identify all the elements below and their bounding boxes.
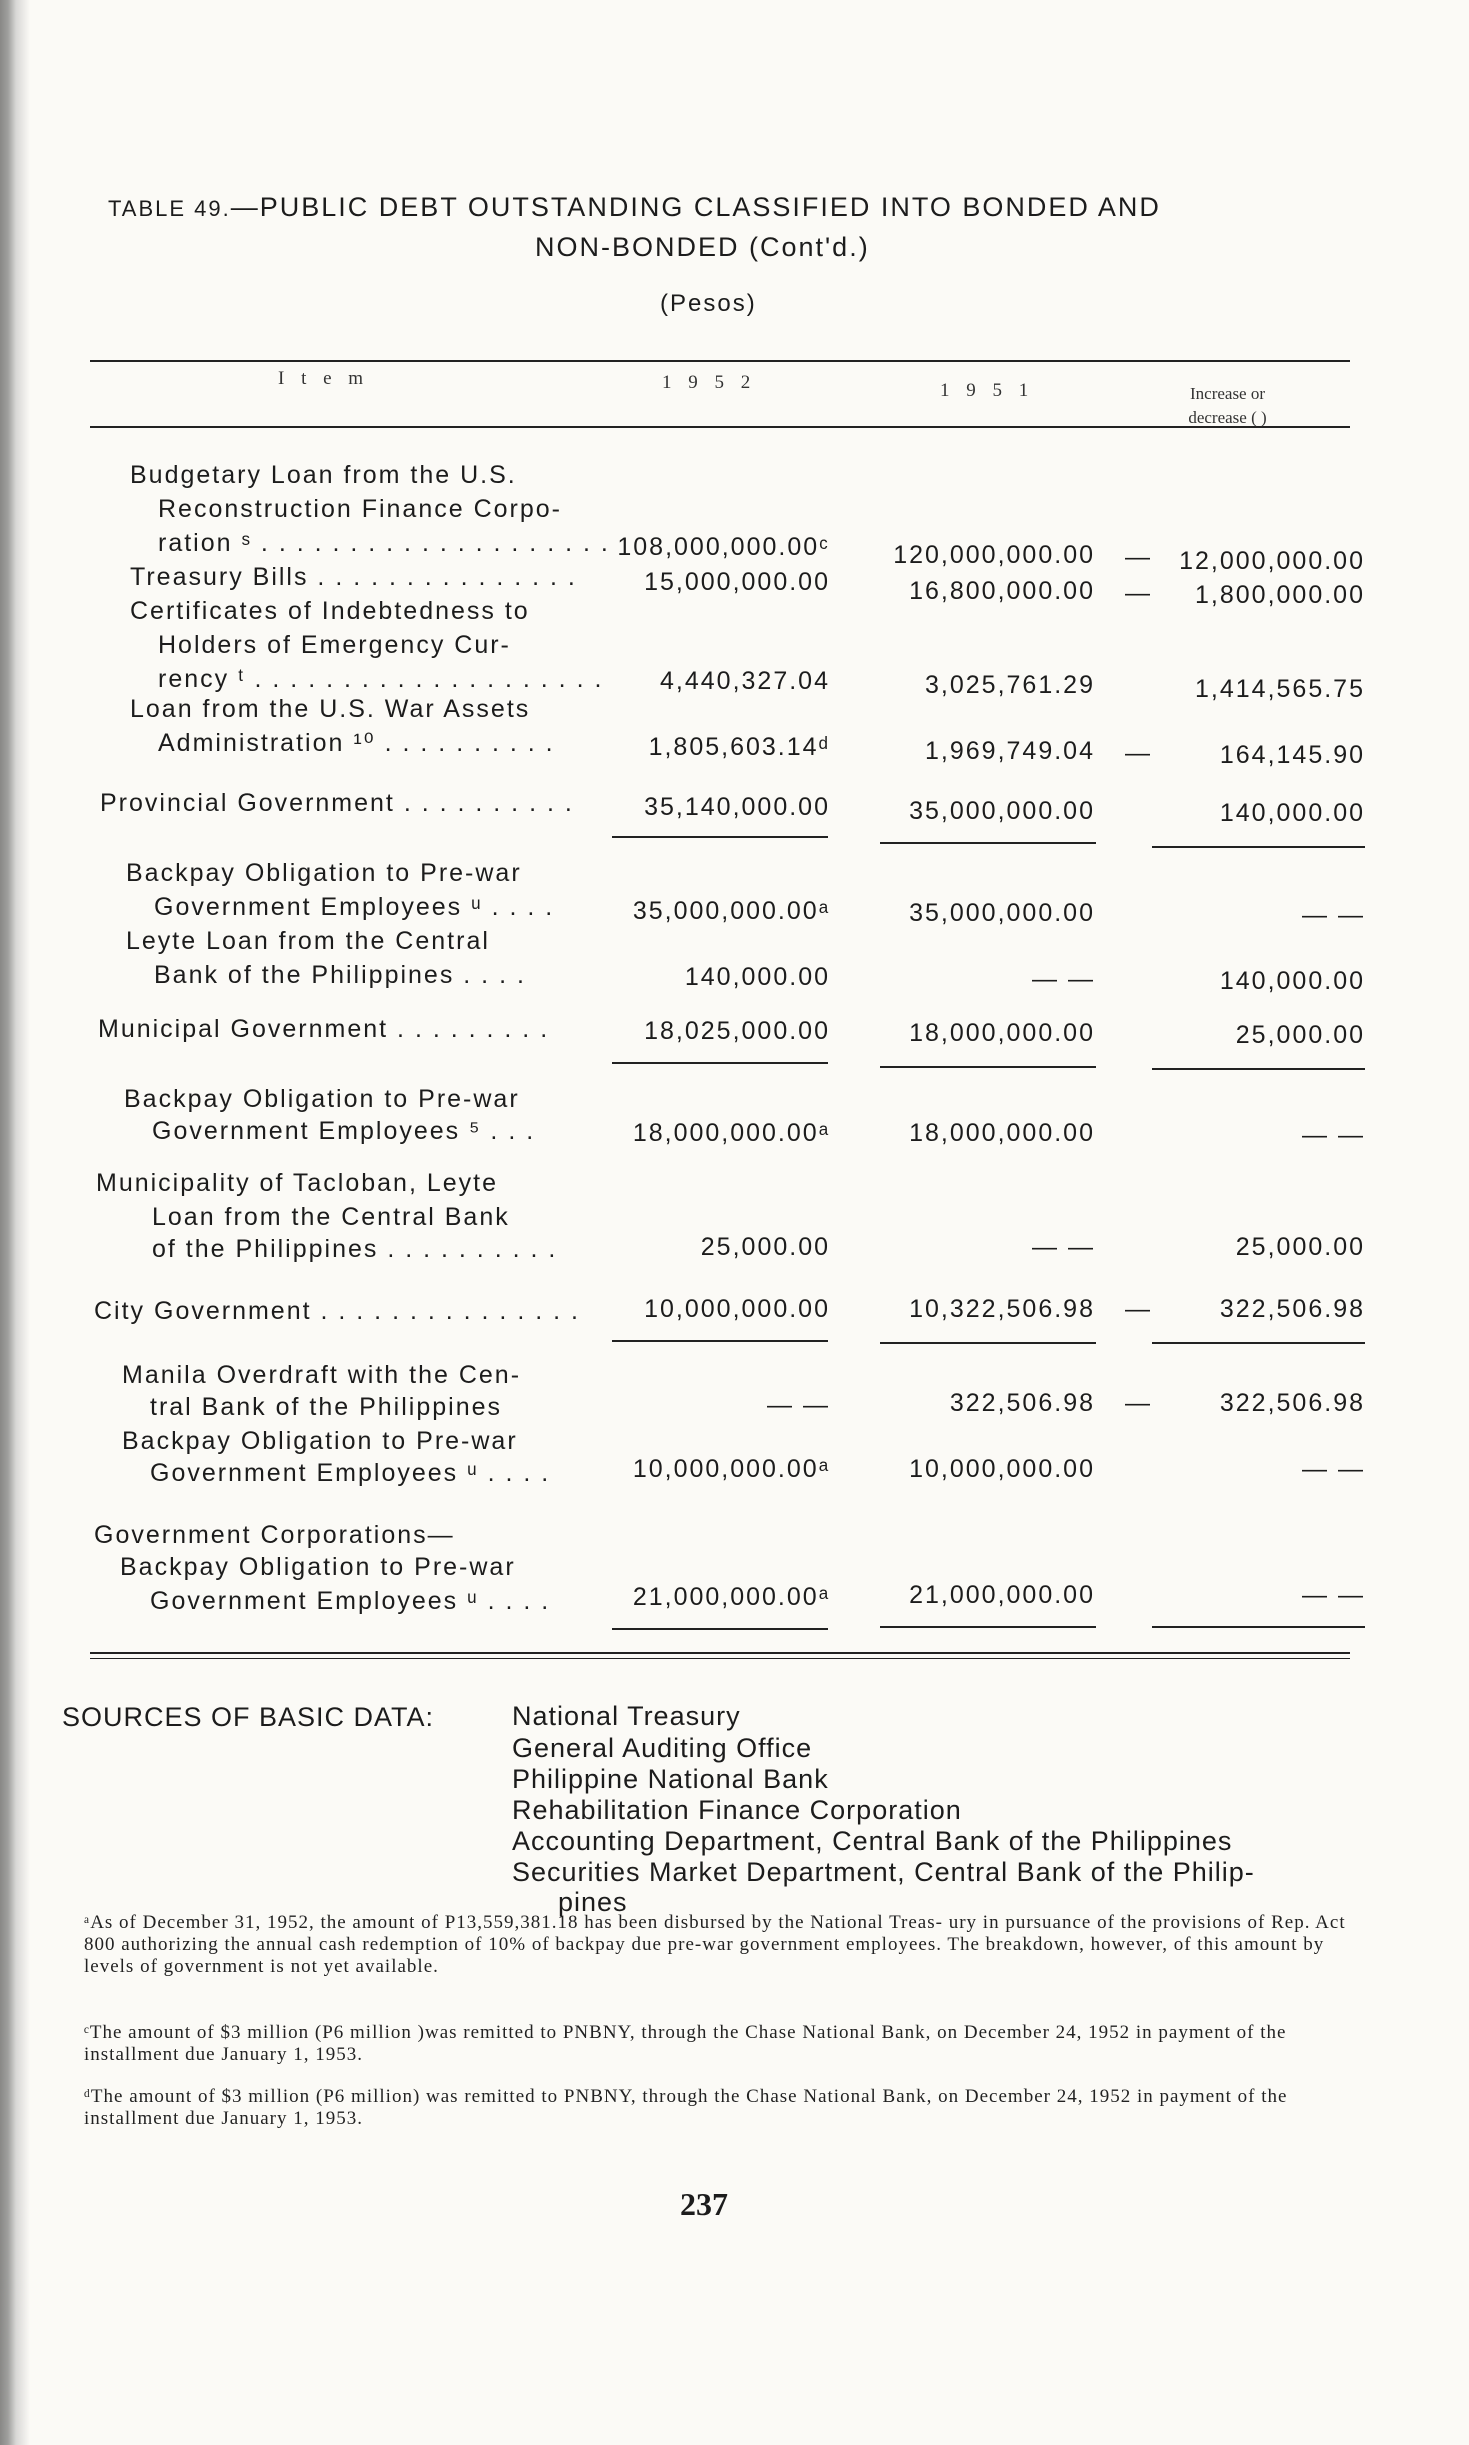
column-header-item: I t e m (278, 368, 370, 389)
subtotal-underline (612, 1062, 828, 1064)
cell-1952: 25,000.00 (700, 1233, 830, 1261)
row-label: Backpay Obligation to Pre-war (122, 1427, 518, 1455)
row-label: Municipality of Tacloban, Leyte (96, 1169, 499, 1197)
cell-1951: 10,000,000.00 (909, 1455, 1095, 1483)
row-label: Government Employees ᵘ . . . . (154, 893, 555, 921)
cell-change: 140,000.00 (1219, 799, 1365, 827)
source-item: National Treasury (512, 1701, 741, 1731)
row-label-section: Provincial Government . . . . . . . . . . (100, 789, 574, 817)
row-label: Treasury Bills . . . . . . . . . . . . . . . (130, 563, 577, 591)
row-label: Government Employees ᵘ . . . . (150, 1587, 551, 1615)
cell-1952: 1,805,603.14ᵈ (648, 733, 830, 761)
cell-sign: — (1125, 1295, 1150, 1323)
subtotal-underline (880, 1342, 1096, 1344)
row-label: Backpay Obligation to Pre-war (124, 1085, 520, 1113)
subtotal-underline (880, 1626, 1096, 1628)
cell-1951: 18,000,000.00 (909, 1019, 1095, 1047)
page-number: 237 (680, 2186, 728, 2222)
cell-1952: 108,000,000.00ᶜ (617, 533, 830, 561)
cell-change: 164,145.90 (1219, 741, 1365, 769)
row-label-section: Municipal Government . . . . . . . . . (98, 1015, 550, 1043)
footnote-a: ᵃAs of December 31, 1952, the amount of P13,559,381.18 has been disbursed by the National Treas- ury in pursuance of the provisions of Rep. Act 800 authorizing the annual cash redemption of 10% of backpay due pre-war government employees. The breakdown, however, of this amount by levels of government is not yet available. (84, 1912, 1346, 1977)
row-label: Loan from the Central Bank (152, 1203, 510, 1231)
source-item: Securities Market Department, Central Bank of the Philip- (512, 1857, 1255, 1887)
cell-1952: 15,000,000.00 (644, 568, 830, 596)
cell-1951: — — (1032, 1233, 1095, 1261)
cell-change: 25,000.00 (1235, 1233, 1365, 1261)
cell-1952: 21,000,000.00ᵃ (632, 1583, 830, 1611)
row-label: Government Employees ⁵ . . . (152, 1117, 536, 1145)
source-item: Rehabilitation Finance Corporation (512, 1795, 962, 1825)
cell-change: 25,000.00 (1235, 1021, 1365, 1049)
subtotal-underline (1152, 846, 1365, 848)
cell-1952: — — (767, 1391, 830, 1419)
row-label: tral Bank of the Philippines (150, 1393, 503, 1421)
source-item: pines (558, 1887, 628, 1917)
cell-sign: — (1125, 1389, 1150, 1417)
table-bottom-rule-double (90, 1658, 1350, 1659)
cell-change: — — (1302, 1455, 1365, 1483)
row-label: Backpay Obligation to Pre-war (126, 859, 522, 887)
cell-1951: 16,800,000.00 (909, 577, 1095, 605)
row-label: Leyte Loan from the Central (126, 927, 490, 955)
row-label: Bank of the Philippines . . . . (154, 961, 526, 989)
row-label: Manila Overdraft with the Cen- (122, 1361, 522, 1389)
table-title (108, 192, 1358, 223)
scanned-page-edge (0, 0, 30, 2445)
row-label: Loan from the U.S. War Assets (130, 695, 531, 723)
cell-1952: 10,000,000.00 (644, 1295, 830, 1323)
cell-1951: 18,000,000.00 (909, 1119, 1095, 1147)
subtotal-underline (1152, 1626, 1365, 1628)
row-label: Government Employees ᵘ . . . . (150, 1459, 551, 1487)
row-label: rency ᵗ . . . . . . . . . . . . . . . . . . . . (158, 665, 604, 693)
sources-heading: SOURCES OF BASIC DATA: (62, 1702, 435, 1732)
cell-1951: — — (1032, 965, 1095, 993)
cell-change: — — (1302, 901, 1365, 929)
cell-1952: 35,140,000.00 (644, 793, 830, 821)
column-header-change-line2: decrease ( ) (1188, 408, 1267, 427)
cell-1951: 1,969,749.04 (925, 737, 1095, 765)
subtotal-underline (612, 836, 828, 838)
row-label: of the Philippines . . . . . . . . . . (152, 1235, 558, 1263)
cell-1951: 3,025,761.29 (925, 671, 1095, 699)
cell-1952: 140,000.00 (684, 963, 830, 991)
cell-change: — — (1302, 1121, 1365, 1149)
row-label-section: Government Corporations— (94, 1521, 455, 1549)
subtotal-underline (880, 842, 1096, 844)
cell-1952: 10,000,000.00ᵃ (632, 1455, 830, 1483)
cell-1951: 10,322,506.98 (909, 1295, 1095, 1323)
row-label: Backpay Obligation to Pre-war (120, 1553, 516, 1581)
cell-1952: 18,000,000.00ᵃ (632, 1119, 830, 1147)
column-header-1952: 1 9 5 2 (662, 372, 757, 393)
cell-sign: — (1125, 543, 1150, 571)
table-title-line1: —PUBLIC DEBT OUTSTANDING CLASSIFIED INTO BONDED AND (230, 192, 1161, 222)
header-top-rule (90, 360, 1350, 362)
cell-change: 1,800,000.00 (1195, 581, 1365, 609)
cell-sign: — (1125, 739, 1150, 767)
cell-1951: 322,506.98 (949, 1389, 1095, 1417)
cell-sign: — (1125, 579, 1150, 607)
table-bottom-rule (90, 1652, 1350, 1654)
cell-1951: 35,000,000.00 (909, 899, 1095, 927)
column-header-1951: 1 9 5 1 (940, 380, 1035, 401)
row-label: Budgetary Loan from the U.S. (130, 461, 517, 489)
row-label-section: City Government . . . . . . . . . . . . . . . (94, 1297, 580, 1325)
cell-1952: 4,440,327.04 (660, 667, 830, 695)
table-title-line2: NON-BONDED (Cont'd.) (535, 232, 870, 262)
cell-change: 322,506.98 (1219, 1295, 1365, 1323)
subtotal-underline (1152, 1342, 1365, 1344)
source-item: Philippine National Bank (512, 1764, 829, 1794)
source-item: Accounting Department, Central Bank of the Philippines (512, 1826, 1233, 1856)
source-item: General Auditing Office (512, 1733, 813, 1763)
cell-1951: 120,000,000.00 (893, 541, 1095, 569)
cell-1952: 35,000,000.00ᵃ (632, 897, 830, 925)
table-units: (Pesos) (660, 290, 757, 317)
subtotal-underline (612, 1340, 828, 1342)
row-label: ration ˢ . . . . . . . . . . . . . . . . . . . . (158, 529, 610, 557)
subtotal-underline (880, 1066, 1096, 1068)
cell-1952: 18,025,000.00 (644, 1017, 830, 1045)
row-label: Administration ¹⁰ . . . . . . . . . . (158, 729, 555, 757)
footnote-d: ᵈThe amount of $3 million (P6 million) was remitted to PNBNY, through the Chase National Bank, on December 24, 1952 in payment of the installment due January 1, 1953. (84, 2086, 1288, 2129)
table-label: TABLE 49. (108, 196, 231, 221)
cell-change: 1,414,565.75 (1195, 675, 1365, 703)
cell-1951: 35,000,000.00 (909, 797, 1095, 825)
column-header-change (1140, 382, 1315, 430)
cell-change: 12,000,000.00 (1179, 547, 1365, 575)
cell-change: — — (1302, 1581, 1365, 1609)
column-header-change-line1: Increase or (1189, 384, 1266, 403)
row-label: Certificates of Indebtedness to (130, 597, 530, 625)
subtotal-underline (612, 1628, 828, 1630)
footnote-c: ᶜThe amount of $3 million (P6 million )was remitted to PNBNY, through the Chase National Bank, on December 24, 1952 in payment of the installment due January 1, 1953. (84, 2022, 1287, 2065)
subtotal-underline (1152, 1068, 1365, 1070)
cell-1951: 21,000,000.00 (909, 1581, 1095, 1609)
row-label: Holders of Emergency Cur- (158, 631, 511, 659)
cell-change: 140,000.00 (1219, 967, 1365, 995)
row-label: Reconstruction Finance Corpo- (158, 495, 562, 523)
cell-change: 322,506.98 (1219, 1389, 1365, 1417)
